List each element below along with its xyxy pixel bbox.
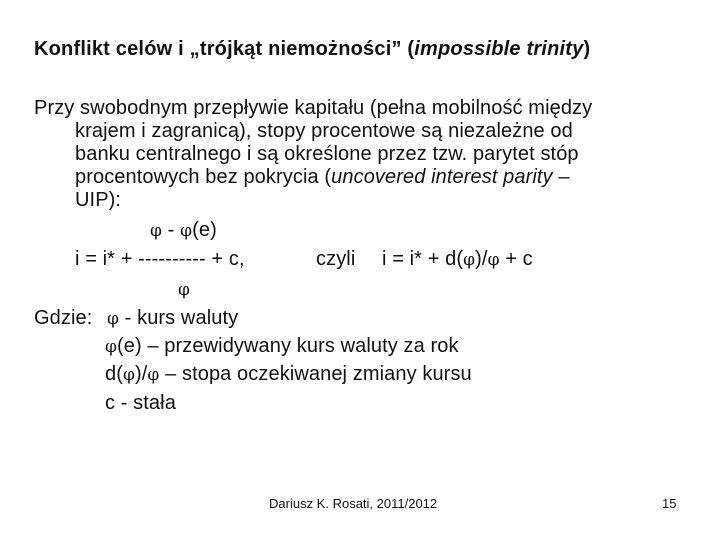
definition-2-text: (e) – przewidywany kurs waluty za rok	[117, 335, 459, 357]
formula-lhs: i = i* + ---------- + c,	[75, 248, 245, 270]
definitions-label: Gdzie:	[34, 307, 93, 329]
phi-symbol: φ	[107, 309, 120, 329]
definition-4: c - stała	[105, 392, 176, 414]
intro-line-4-italic: uncovered interest parity	[331, 166, 553, 188]
intro-line-4	[75, 166, 570, 188]
title-main: Konflikt celów i „trójkąt niemożności” (	[34, 38, 415, 60]
definition-1	[107, 307, 238, 330]
phi-symbol: φ	[180, 221, 193, 241]
formula-numerator-mid: -	[162, 219, 181, 241]
title-close: )	[583, 38, 591, 60]
phi-symbol: φ	[105, 337, 118, 357]
intro-line-4-b: –	[552, 166, 570, 188]
intro-line-2: krajem i zagranicą), stopy procentowe są niezależne od	[75, 120, 573, 142]
definition-3-b: )/	[135, 363, 148, 385]
phi-symbol: φ	[487, 250, 500, 270]
formula-czyli: czyli	[316, 248, 356, 270]
phi-symbol: φ	[150, 221, 163, 241]
formula-denominator	[178, 278, 190, 301]
phi-symbol: φ	[178, 280, 191, 300]
formula-rhs-b: )/	[475, 248, 488, 270]
intro-line-1: Przy swobodnym przepływie kapitału (pełna mobilność między	[34, 97, 593, 119]
formula-rhs-a: i = i* + d(	[382, 248, 464, 270]
page-number: 15	[662, 496, 677, 511]
formula-numerator-end: (e)	[192, 219, 217, 241]
definition-3-text: – stopa oczekiwanej zmiany kursu	[159, 363, 472, 385]
intro-line-3: banku centralnego i są określone przez tzw. parytet stóp	[75, 143, 579, 165]
formula-rhs-c: + c	[499, 248, 533, 270]
intro-line-4-a: procentowych bez pokrycia (	[75, 166, 332, 188]
formula-rhs	[382, 248, 533, 271]
phi-symbol: φ	[463, 250, 476, 270]
title-italic: impossible trinity	[414, 38, 584, 60]
definition-2	[105, 335, 459, 358]
phi-symbol: φ	[147, 365, 160, 385]
footer-author: Dariusz K. Rosati, 2011/2012	[269, 496, 438, 511]
formula-numerator	[150, 219, 217, 242]
definition-1-text: - kurs waluty	[119, 307, 239, 329]
definition-3-a: d(	[105, 363, 123, 385]
slide-title	[34, 38, 590, 61]
intro-line-5: UIP):	[75, 189, 122, 211]
definition-3	[105, 363, 472, 386]
phi-symbol: φ	[122, 365, 135, 385]
